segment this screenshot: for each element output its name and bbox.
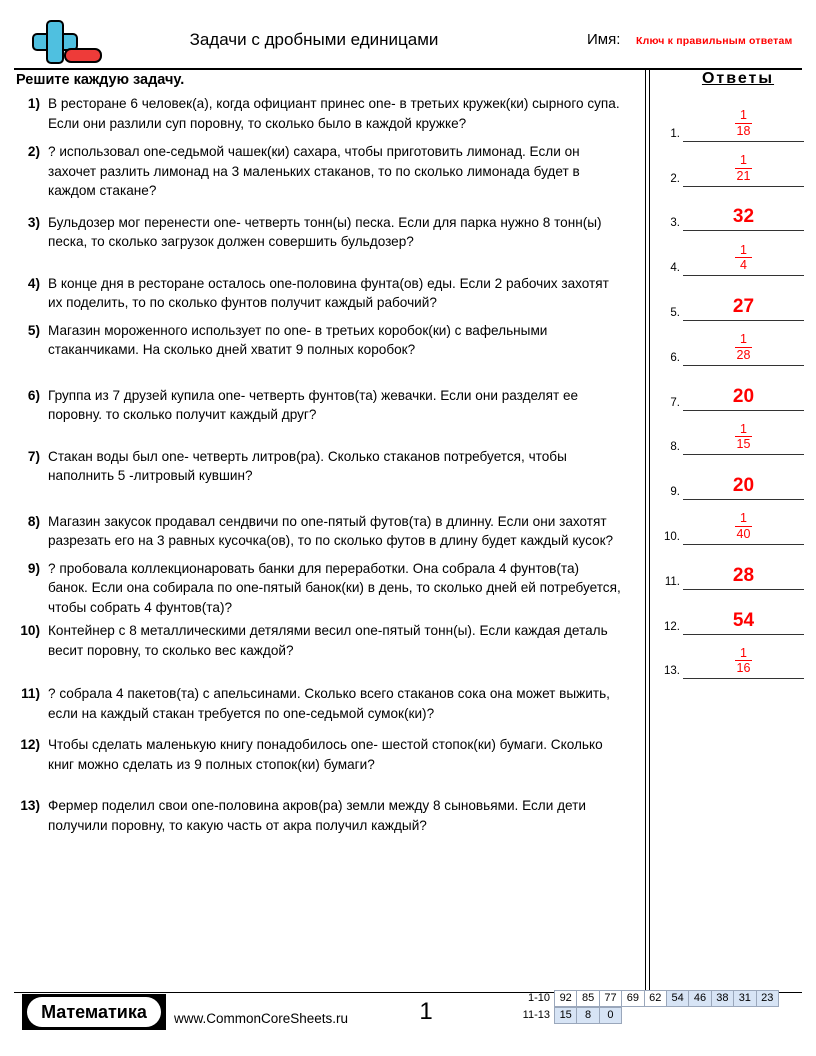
fraction-denominator: 28 (736, 347, 751, 362)
fraction-denominator: 15 (736, 437, 751, 452)
problem-number: 3) (27, 214, 40, 230)
answer-index: 5. (670, 306, 680, 319)
fraction-numerator: 1 (735, 512, 752, 527)
answer-row (652, 635, 816, 680)
score-cell: 77 (599, 990, 622, 1007)
problem-item (14, 94, 638, 133)
problem-number: 13) (20, 798, 40, 813)
score-cell: 92 (554, 990, 577, 1007)
answer-whole-number: 20 (732, 385, 755, 407)
problem-number: 11) (21, 686, 40, 701)
answer-whole-number: 32 (732, 206, 755, 228)
answer-row (652, 411, 816, 456)
answer-index: 8. (670, 441, 680, 454)
problem-number: 5) (27, 322, 40, 338)
answer-row (652, 321, 816, 366)
score-row (509, 1007, 779, 1024)
fraction-denominator: 21 (736, 168, 751, 183)
website-url: www.CommonCoreSheets.ru (174, 1011, 349, 1026)
answer-value (683, 296, 804, 319)
problem-item (14, 559, 638, 618)
answer-row (652, 276, 816, 321)
answer-value (683, 109, 804, 140)
answers-column (652, 70, 816, 679)
answer-index: 2. (670, 172, 680, 185)
problems-list (14, 94, 638, 835)
answer-row (652, 545, 816, 590)
fraction-denominator: 4 (740, 258, 747, 273)
fraction-numerator: 1 (735, 244, 752, 259)
problem-item (14, 796, 638, 835)
problem-number: 7) (27, 448, 40, 464)
problem-text: ? использовал one-седьмой чашек(ки) сахара, чтобы приготовить лимонад. Если он захочет разлить лимонад на 3 маленьких стаканов, то по сколько лимонада будет в каждом стакане? (48, 144, 580, 198)
score-cell: 85 (576, 990, 599, 1007)
fraction (735, 154, 752, 182)
answer-row (652, 500, 816, 545)
score-cell: 0 (599, 1007, 622, 1024)
problem-item (14, 321, 638, 360)
problem-item (14, 274, 638, 313)
problem-number: 8) (27, 513, 40, 529)
answer-row (652, 187, 816, 232)
problem-number: 4) (27, 275, 40, 291)
answer-value (683, 565, 804, 588)
answer-value (683, 333, 804, 364)
answer-index: 13. (664, 665, 680, 678)
score-cell: 15 (554, 1007, 577, 1024)
brand-logo (22, 994, 166, 1030)
problem-text: Контейнер с 8 металлическими детялями весил one-пятый тонн(ы). Если каждая деталь весит поровну, то сколько вес каждой? (48, 623, 608, 658)
score-cell: 23 (756, 990, 779, 1007)
score-cell: 54 (666, 990, 689, 1007)
answer-key-badge: Ключ к правильным ответам (636, 35, 793, 47)
score-cell: 62 (644, 990, 667, 1007)
fraction-numerator: 1 (735, 154, 752, 169)
score-cell: 46 (688, 990, 711, 1007)
problem-text: Группа из 7 друзей купила one- четверть фунтов(та) жевачки. Если они разделят ее поровну. то сколько получит каждый друг? (48, 387, 579, 422)
score-range-label: 1-10 (527, 992, 550, 1004)
answer-whole-number: 20 (732, 475, 755, 497)
answer-index: 12. (664, 620, 680, 633)
problem-text: Чтобы сделать маленькую книгу понадобилось one- шестой стопок(ки) бумаги. Сколько книг можно сделать из 9 полных стопок(ки) бумаги? (48, 737, 603, 772)
answer-row (652, 142, 816, 187)
score-table (509, 990, 779, 1024)
minus-icon (64, 48, 102, 63)
answer-blank-line (683, 678, 804, 679)
fraction (735, 333, 752, 361)
answer-value (683, 386, 804, 409)
column-divider (645, 70, 650, 990)
page-number: 1 (419, 998, 433, 1025)
answer-row (652, 455, 816, 500)
instruction-text: Решите каждую задачу. (16, 72, 185, 88)
fraction-numerator: 1 (735, 109, 752, 124)
score-cell: 38 (711, 990, 734, 1007)
fraction (735, 647, 752, 675)
answer-whole-number: 27 (732, 295, 755, 317)
name-label: Имя: (587, 31, 621, 48)
score-cell: 31 (733, 990, 756, 1007)
answer-row (652, 590, 816, 635)
page-title: Задачи с дробными единицами (189, 30, 439, 49)
answer-row (652, 231, 816, 276)
problem-item (14, 735, 638, 774)
answer-value (683, 610, 804, 633)
brand-label: Математика (27, 997, 161, 1027)
problem-number: 6) (27, 387, 40, 403)
answer-value (683, 647, 804, 678)
answer-whole-number: 28 (732, 564, 755, 586)
fraction (735, 244, 752, 272)
fraction-numerator: 1 (735, 647, 752, 662)
problem-text: ? собрала 4 пакетов(та) с апельсинами. Сколько всего стаканов сока она может выжить, если на каждый стакан требуется по one-седьмой сумок(ки)? (48, 686, 610, 721)
answer-index: 3. (670, 217, 680, 230)
fraction-denominator: 40 (736, 526, 751, 541)
answers-list (652, 97, 816, 679)
problem-text: Бульдозер мог перенести one- четверть тонн(ы) песка. Если для парка нужно 8 тонн(ы) песка, то сколько загрузок должен совершить бульдозер? (48, 214, 602, 249)
problem-number: 9) (27, 560, 40, 576)
page-header (14, 14, 802, 68)
divider-line-left (645, 70, 646, 990)
answer-row (652, 97, 816, 142)
score-cell: 69 (621, 990, 644, 1007)
fraction-numerator: 1 (735, 423, 752, 438)
problem-number: 10) (20, 623, 40, 638)
problem-text: Фермер поделил свои one-половина акров(ра) земли между 8 сыновьями. Если дети получили поровну, то какую часть от акра получил каждый? (48, 798, 586, 833)
problem-item (14, 142, 638, 201)
answer-value (683, 206, 804, 229)
problem-item (14, 621, 638, 660)
answer-row (652, 366, 816, 411)
answer-index: 9. (670, 486, 680, 499)
problem-item (14, 512, 638, 551)
problem-text: Магазин закусок продавал сендвичи по one-пятый футов(та) в длинну. Если они захотят разрезать его на 3 равных кусочка(ов), то по сколько футов в длину будет каждый кусок? (48, 513, 614, 548)
answer-index: 11. (664, 575, 680, 588)
score-row (509, 990, 779, 1007)
score-cell: 8 (576, 1007, 599, 1024)
answers-heading: Ответы (701, 70, 775, 87)
answer-index: 6. (670, 351, 680, 364)
fraction-numerator: 1 (735, 333, 752, 348)
answer-value (683, 423, 804, 454)
fraction (735, 109, 752, 137)
score-range-label: 11-13 (522, 1009, 550, 1021)
answer-value (683, 244, 804, 275)
problem-text: В конце дня в ресторане осталось one-половина фунта(ов) еды. Если 2 рабочих захотят их поделить, то по сколько фунтов получит каждый рабочий? (48, 275, 609, 310)
problem-item (14, 447, 638, 486)
fraction-denominator: 16 (736, 661, 751, 676)
problem-text: Магазин мороженного использует по one- в третьих коробок(ки) с вафельными стаканчиками. На сколько дней хватит 9 полных коробок? (48, 322, 548, 357)
answer-whole-number: 54 (732, 609, 755, 631)
answer-index: 10. (664, 530, 680, 543)
divider-line-right (649, 70, 650, 990)
answer-value (683, 154, 804, 185)
fraction (735, 423, 752, 451)
problem-text: В ресторане 6 человек(а), когда официант принес one- в третьих кружек(ки) сырного супа. Если они разлили суп поровну, то сколько было в каждой кружке? (48, 96, 620, 131)
answer-index: 1. (670, 127, 680, 140)
answer-index: 4. (670, 262, 680, 275)
problem-number: 2) (27, 144, 40, 159)
problem-text: ? пробовала коллекционаровать банки для переработки. Она собрала 4 фунтов(та) банок. Если она собирала по one-пятый банок(ки) в день, то сколько дней ей потребуется, чтобы собрать 4 фунтов(та)? (48, 560, 621, 615)
problem-item (14, 213, 638, 252)
answer-value (683, 475, 804, 498)
answer-value (683, 512, 804, 543)
problem-item (14, 386, 638, 425)
problem-number: 1) (27, 96, 40, 111)
fraction (735, 512, 752, 540)
problem-number: 12) (20, 737, 40, 752)
answer-index: 7. (670, 396, 680, 409)
problem-item (14, 684, 638, 723)
problem-text: Стакан воды был one- четверть литров(ра). Сколько стаканов потребуется, чтобы наполнить 5 -литровый кувшин? (48, 448, 567, 483)
fraction-denominator: 18 (736, 123, 751, 138)
